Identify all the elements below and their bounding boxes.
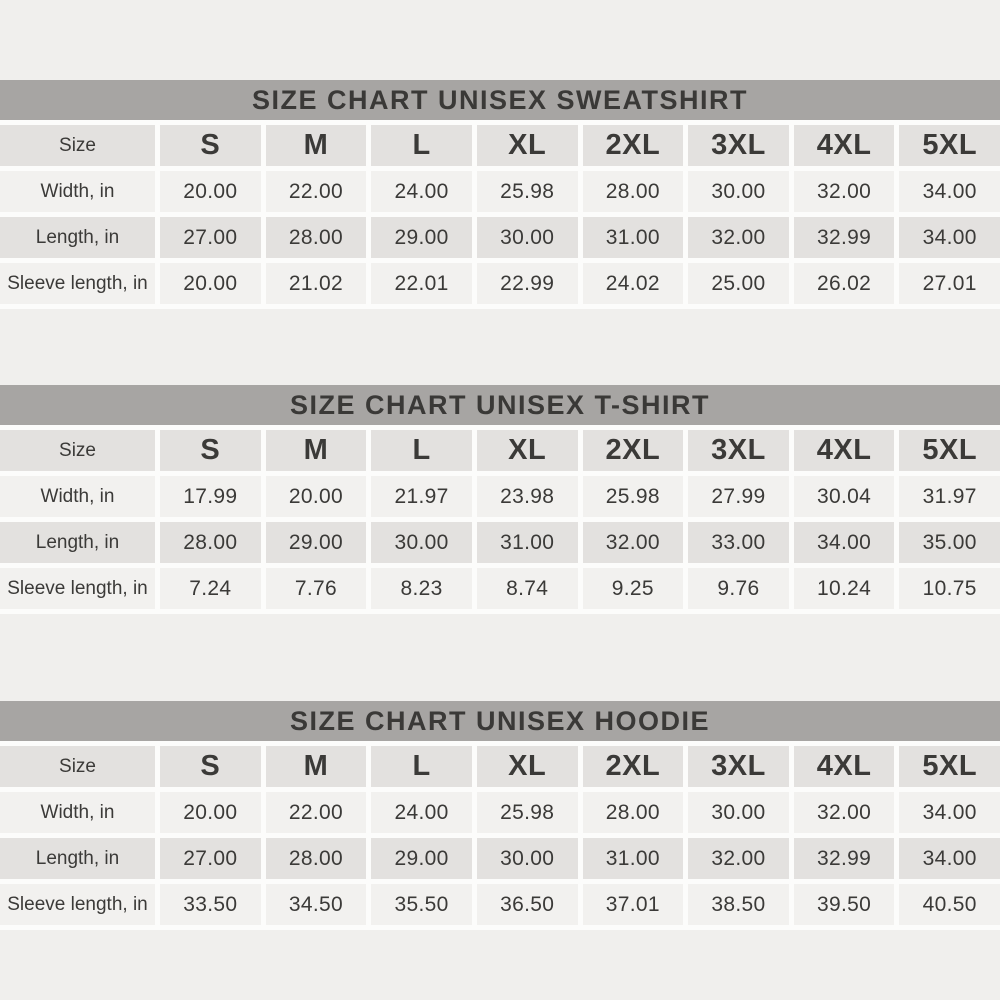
column-header-s: S xyxy=(160,746,261,787)
value-cell: 27.99 xyxy=(688,476,789,517)
value-cell: 20.00 xyxy=(160,792,261,833)
value-cell: 38.50 xyxy=(688,884,789,925)
value-cell: 30.00 xyxy=(688,171,789,212)
value-cell: 21.02 xyxy=(266,263,367,304)
value-cell: 28.00 xyxy=(266,838,367,879)
column-header-5xl: 5XL xyxy=(899,430,1000,471)
size-chart-sweatshirt xyxy=(0,80,1000,309)
chart-title-hoodie: SIZE CHART UNISEX HOODIE xyxy=(289,705,711,736)
column-header-m: M xyxy=(266,746,367,787)
value-cell: 34.50 xyxy=(266,884,367,925)
corner-cell-size-label: Size xyxy=(0,746,155,787)
value-cell: 17.99 xyxy=(160,476,261,517)
column-header-l: L xyxy=(371,430,472,471)
value-cell: 8.23 xyxy=(371,568,472,609)
value-cell: 39.50 xyxy=(794,884,895,925)
chart-title-bar-hoodie xyxy=(0,701,1000,741)
value-cell: 35.50 xyxy=(371,884,472,925)
value-cell: 32.00 xyxy=(794,171,895,212)
column-header-3xl: 3XL xyxy=(688,430,789,471)
row-label: Width, in xyxy=(0,476,155,517)
value-cell: 22.99 xyxy=(477,263,578,304)
value-cell: 31.00 xyxy=(583,838,684,879)
value-cell: 28.00 xyxy=(583,171,684,212)
value-cell: 34.00 xyxy=(899,171,1000,212)
value-cell: 29.00 xyxy=(371,838,472,879)
value-cell: 36.50 xyxy=(477,884,578,925)
row-label: Sleeve length, in xyxy=(0,884,155,925)
column-header-xl: XL xyxy=(477,430,578,471)
value-cell: 22.00 xyxy=(266,792,367,833)
column-header-2xl: 2XL xyxy=(583,746,684,787)
value-cell: 33.00 xyxy=(688,522,789,563)
column-header-s: S xyxy=(160,430,261,471)
column-header-l: L xyxy=(371,746,472,787)
row-label: Sleeve length, in xyxy=(0,263,155,304)
value-cell: 34.00 xyxy=(899,792,1000,833)
column-header-2xl: 2XL xyxy=(583,430,684,471)
value-cell: 24.00 xyxy=(371,792,472,833)
column-header-2xl: 2XL xyxy=(583,125,684,166)
column-header-4xl: 4XL xyxy=(794,430,895,471)
row-label: Length, in xyxy=(0,522,155,563)
value-cell: 9.25 xyxy=(583,568,684,609)
value-cell: 33.50 xyxy=(160,884,261,925)
value-cell: 27.00 xyxy=(160,838,261,879)
value-cell: 32.99 xyxy=(794,217,895,258)
value-cell: 28.00 xyxy=(266,217,367,258)
corner-cell-size-label: Size xyxy=(0,125,155,166)
column-header-5xl: 5XL xyxy=(899,125,1000,166)
value-cell: 22.00 xyxy=(266,171,367,212)
value-cell: 30.04 xyxy=(794,476,895,517)
chart-title-bar-sweatshirt xyxy=(0,80,1000,120)
value-cell: 20.00 xyxy=(266,476,367,517)
value-cell: 31.97 xyxy=(899,476,1000,517)
value-cell: 40.50 xyxy=(899,884,1000,925)
column-header-4xl: 4XL xyxy=(794,746,895,787)
column-header-5xl: 5XL xyxy=(899,746,1000,787)
value-cell: 27.01 xyxy=(899,263,1000,304)
value-cell: 25.00 xyxy=(688,263,789,304)
value-cell: 10.75 xyxy=(899,568,1000,609)
value-cell: 10.24 xyxy=(794,568,895,609)
row-label: Sleeve length, in xyxy=(0,568,155,609)
column-header-m: M xyxy=(266,125,367,166)
value-cell: 21.97 xyxy=(371,476,472,517)
row-label: Width, in xyxy=(0,792,155,833)
value-cell: 26.02 xyxy=(794,263,895,304)
chart-title-tshirt: SIZE CHART UNISEX T-SHIRT xyxy=(289,389,711,420)
value-cell: 32.99 xyxy=(794,838,895,879)
value-cell: 35.00 xyxy=(899,522,1000,563)
value-cell: 20.00 xyxy=(160,263,261,304)
value-cell: 23.98 xyxy=(477,476,578,517)
value-cell: 28.00 xyxy=(160,522,261,563)
value-cell: 34.00 xyxy=(899,838,1000,879)
value-cell: 8.74 xyxy=(477,568,578,609)
column-header-3xl: 3XL xyxy=(688,746,789,787)
value-cell: 29.00 xyxy=(266,522,367,563)
value-cell: 30.00 xyxy=(477,838,578,879)
value-cell: 30.00 xyxy=(477,217,578,258)
value-cell: 34.00 xyxy=(794,522,895,563)
value-cell: 29.00 xyxy=(371,217,472,258)
value-cell: 31.00 xyxy=(583,217,684,258)
value-cell: 20.00 xyxy=(160,171,261,212)
chart-title-sweatshirt: SIZE CHART UNISEX SWEATSHIRT xyxy=(251,84,749,115)
value-cell: 24.00 xyxy=(371,171,472,212)
value-cell: 27.00 xyxy=(160,217,261,258)
value-cell: 32.00 xyxy=(583,522,684,563)
size-chart-tshirt xyxy=(0,385,1000,614)
value-cell: 34.00 xyxy=(899,217,1000,258)
value-cell: 32.00 xyxy=(688,838,789,879)
value-cell: 30.00 xyxy=(371,522,472,563)
column-header-s: S xyxy=(160,125,261,166)
chart-title-bar-tshirt xyxy=(0,385,1000,425)
row-label: Length, in xyxy=(0,838,155,879)
value-cell: 30.00 xyxy=(688,792,789,833)
size-table-grid-hoodie xyxy=(0,741,1000,930)
value-cell: 9.76 xyxy=(688,568,789,609)
value-cell: 25.98 xyxy=(583,476,684,517)
column-header-4xl: 4XL xyxy=(794,125,895,166)
value-cell: 7.24 xyxy=(160,568,261,609)
value-cell: 25.98 xyxy=(477,171,578,212)
value-cell: 37.01 xyxy=(583,884,684,925)
value-cell: 28.00 xyxy=(583,792,684,833)
column-header-m: M xyxy=(266,430,367,471)
value-cell: 22.01 xyxy=(371,263,472,304)
value-cell: 31.00 xyxy=(477,522,578,563)
size-table-grid-tshirt xyxy=(0,425,1000,614)
value-cell: 7.76 xyxy=(266,568,367,609)
column-header-3xl: 3XL xyxy=(688,125,789,166)
column-header-xl: XL xyxy=(477,746,578,787)
size-chart-hoodie xyxy=(0,701,1000,930)
value-cell: 32.00 xyxy=(794,792,895,833)
row-label: Width, in xyxy=(0,171,155,212)
value-cell: 25.98 xyxy=(477,792,578,833)
column-header-xl: XL xyxy=(477,125,578,166)
column-header-l: L xyxy=(371,125,472,166)
corner-cell-size-label: Size xyxy=(0,430,155,471)
value-cell: 24.02 xyxy=(583,263,684,304)
row-label: Length, in xyxy=(0,217,155,258)
value-cell: 32.00 xyxy=(688,217,789,258)
size-table-grid-sweatshirt xyxy=(0,120,1000,309)
